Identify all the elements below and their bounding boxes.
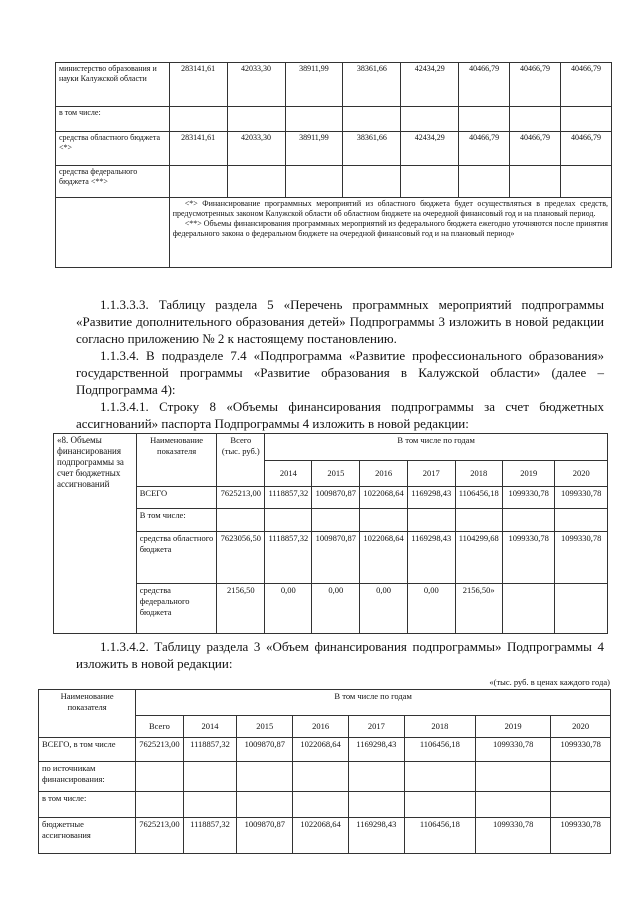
- paragraph-1-1-3-4: 1.1.3.4. В подразделе 7.4 «Подпрограмма «Развитие профессионального образования» государственной программы «Развитие образования в Калужской области» (далее – Подпрограмма 4):: [76, 348, 604, 397]
- cell: 1104299,68: [455, 532, 502, 584]
- header-total: Всего (тыс. руб.): [217, 434, 265, 487]
- cell: 7625213,00: [136, 738, 183, 762]
- cell: 1118857,32: [265, 487, 312, 509]
- cell: 1099330,78: [502, 532, 554, 584]
- cell: 1022068,64: [293, 818, 349, 854]
- cell: 1099330,78: [502, 487, 554, 509]
- cell: 1009870,87: [237, 818, 293, 854]
- year-cell: 2017: [348, 716, 404, 738]
- table-row: [56, 198, 612, 268]
- cell: 1118857,32: [265, 532, 312, 584]
- year-cell: 2017: [408, 461, 455, 487]
- table-row: [54, 584, 608, 634]
- table-row: [54, 487, 608, 509]
- cell: 40466,79: [561, 63, 612, 107]
- row-label: ВСЕГО, в том числе: [39, 738, 136, 762]
- cell: [555, 584, 608, 634]
- cell: [502, 584, 554, 634]
- row-label: В том числе:: [136, 509, 217, 532]
- table-row: [54, 509, 608, 532]
- cell: 0,00: [265, 584, 312, 634]
- year-cell: 2014: [183, 716, 237, 738]
- paragraph-1-1-3-4-1: 1.1.3.4.1. Строку 8 «Объемы финансирования подпрограммы за счет бюджетных ассигнований» паспорта Подпрограммы 4 изложить в новой редакции:: [76, 399, 604, 431]
- cell: 2156,50: [217, 584, 265, 634]
- cell: 40466,79: [459, 132, 510, 166]
- table-row: [56, 166, 612, 198]
- year-cell: 2018: [455, 461, 502, 487]
- table-row: [56, 132, 612, 166]
- row-label: в том числе:: [56, 107, 170, 132]
- cell: 1099330,78: [551, 738, 611, 762]
- cell: 1022068,64: [360, 532, 408, 584]
- year-cell: 2016: [293, 716, 349, 738]
- paragraph-1-1-3-3-3: 1.1.3.3.3. Таблицу раздела 5 «Перечень программных мероприятий подпрограммы «Развитие дополнительного образования детей» Подпрограммы 3 изложить в новой редакции согласно приложению № 2 к настоящему постановлению.: [76, 297, 604, 346]
- row-label: средства федерального бюджета <**>: [56, 166, 170, 198]
- year-cell: 2016: [360, 461, 408, 487]
- cell: 42434,29: [401, 63, 459, 107]
- cell: 1022068,64: [360, 487, 408, 509]
- year-cell: 2020: [551, 716, 611, 738]
- cell: 1099330,78: [551, 818, 611, 854]
- table-row: [56, 63, 612, 107]
- cell: 7625213,00: [217, 487, 265, 509]
- header-years: В том числе по годам: [136, 690, 611, 716]
- cell: 42033,30: [227, 63, 285, 107]
- cell: 7625213,00: [136, 818, 183, 854]
- year-cell: 2019: [502, 461, 554, 487]
- cell: 42033,30: [227, 132, 285, 166]
- row-label: ВСЕГО: [136, 487, 217, 509]
- table-row: [39, 792, 611, 818]
- cell: 0,00: [312, 584, 360, 634]
- table-row: [39, 762, 611, 792]
- row-label: «8. Объемы финансирования подпрограммы за счет бюджетных ассигнований: [54, 434, 137, 634]
- cell: 1009870,87: [312, 487, 360, 509]
- paragraph-1-1-3-4-2: 1.1.3.4.2. Таблицу раздела 3 «Объем финансирования подпрограммы» Подпрограммы 4 изложить в новой редакции:: [76, 639, 604, 671]
- row-label: по источникам финансирования:: [39, 762, 136, 792]
- cell: 1118857,32: [183, 738, 237, 762]
- cell: 2156,50»: [455, 584, 502, 634]
- year-cell: 2015: [312, 461, 360, 487]
- footnote-1: <*> Финансирование программных мероприятий из областного бюджета будет осуществляться в пределах средств, предусмотренных законом Калужской области об областном бюджете на очередной финансовый год и на плановый период.: [172, 199, 608, 218]
- cell: 38911,99: [285, 63, 343, 107]
- header-total: Всего: [136, 716, 183, 738]
- passport-funding-table: [53, 433, 608, 634]
- cell: 1118857,32: [183, 818, 237, 854]
- table-row: [56, 107, 612, 132]
- table-header-row: [39, 690, 611, 716]
- cell: 1099330,78: [476, 818, 551, 854]
- cell: 40466,79: [561, 132, 612, 166]
- cell: 1099330,78: [555, 532, 608, 584]
- footnotes: [169, 198, 611, 268]
- header-name: Наименование показателя: [39, 690, 136, 738]
- year-cell: 2020: [555, 461, 608, 487]
- row-label: министерство образования и науки Калужской области: [56, 63, 170, 107]
- cell: 7623056,50: [217, 532, 265, 584]
- cell: 40466,79: [510, 63, 561, 107]
- cell: 1169298,43: [348, 738, 404, 762]
- cell: 38911,99: [285, 132, 343, 166]
- header-name: Наименование показателя: [136, 434, 217, 487]
- year-cell: 2015: [237, 716, 293, 738]
- cell: 40466,79: [459, 63, 510, 107]
- cell: 42434,29: [401, 132, 459, 166]
- cell: 1009870,87: [237, 738, 293, 762]
- cell: 283141,61: [169, 63, 227, 107]
- year-cell: 2014: [265, 461, 312, 487]
- cell: 1022068,64: [293, 738, 349, 762]
- cell: 1169298,43: [348, 818, 404, 854]
- table-row: [39, 738, 611, 762]
- cell: 1169298,43: [408, 487, 455, 509]
- cell: 1106456,18: [404, 738, 475, 762]
- cell: 0,00: [360, 584, 408, 634]
- year-cell: 2018: [404, 716, 475, 738]
- header-years: В том числе по годам: [265, 434, 608, 461]
- row-label: средства федерального бюджета: [136, 584, 217, 634]
- cell: 1099330,78: [555, 487, 608, 509]
- cell: 38361,66: [343, 132, 401, 166]
- table-row: [39, 818, 611, 854]
- table-caption: «(тыс. руб. в ценах каждого года): [489, 677, 610, 687]
- year-cell: 2019: [476, 716, 551, 738]
- cell: 1099330,78: [476, 738, 551, 762]
- footnote-2: <**> Объемы финансирования программных мероприятий из федерального бюджета ежегодно уточняются после принятия федерального закона о федеральном бюджете на очередной финансовый год и на плановый период»: [172, 219, 608, 238]
- cell: 1106456,18: [404, 818, 475, 854]
- row-label: средства областного бюджета <*>: [56, 132, 170, 166]
- row-label: средства областного бюджета: [136, 532, 217, 584]
- cell: 283141,61: [169, 132, 227, 166]
- cell: 40466,79: [510, 132, 561, 166]
- table-row: [54, 532, 608, 584]
- subprogram-funding-table: [38, 689, 611, 854]
- cell: 1009870,87: [312, 532, 360, 584]
- funding-table-continuation: [55, 62, 612, 268]
- cell: 1169298,43: [408, 532, 455, 584]
- cell: 0,00: [408, 584, 455, 634]
- table-header-row: [54, 434, 608, 461]
- cell: 38361,66: [343, 63, 401, 107]
- row-label: в том числе:: [39, 792, 136, 818]
- cell: 1106456,18: [455, 487, 502, 509]
- row-label: бюджетные ассигнования: [39, 818, 136, 854]
